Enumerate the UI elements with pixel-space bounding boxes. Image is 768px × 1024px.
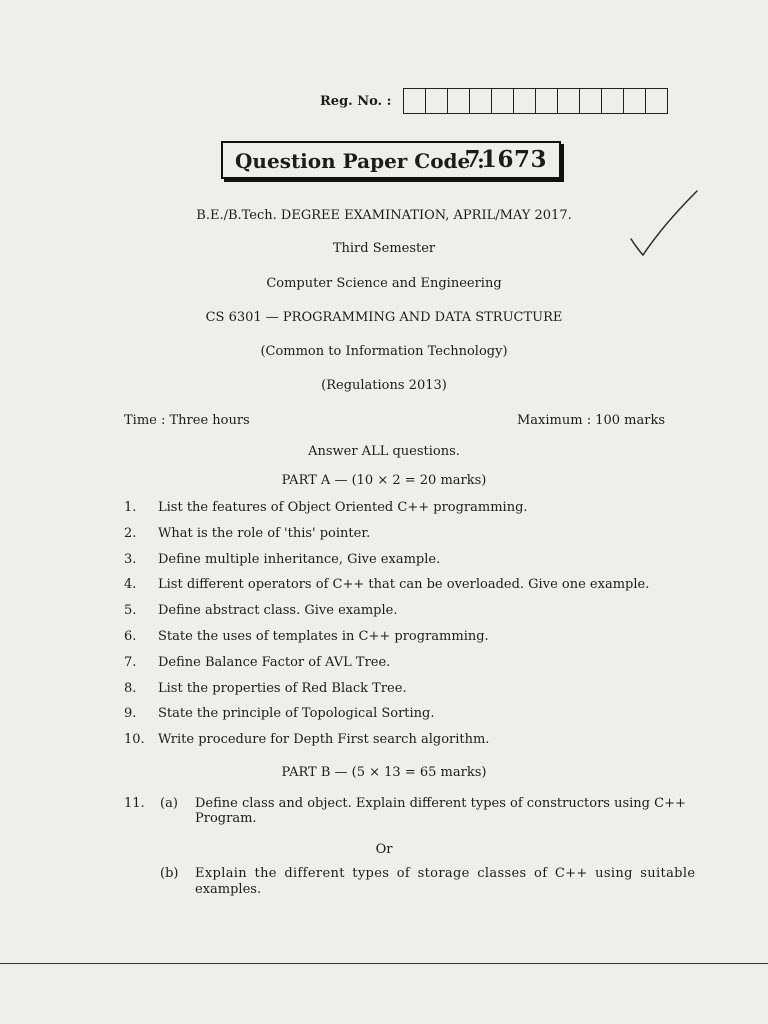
question-number: 3.: [124, 552, 137, 567]
reg-no-digit-box: [558, 89, 580, 113]
course-title: CS 6301 — PROGRAMMING AND DATA STRUCTURE: [205, 310, 563, 325]
question-text: List the features of Object Oriented C++ programming.: [158, 500, 528, 515]
question-number: 8.: [124, 681, 137, 696]
time-allowed: Time : Three hours: [124, 413, 250, 428]
question-text: Define multiple inheritance, Give example.: [158, 552, 441, 567]
reg-no-digit-box: [602, 89, 624, 113]
question-paper-code-box: [221, 141, 561, 179]
reg-no-boxes: [403, 88, 668, 114]
reg-no-digit-box: [470, 89, 492, 113]
reg-no-digit-box: [404, 89, 426, 113]
question-number: 2.: [124, 526, 137, 541]
question-11b-text-line1: Explain the different types of storage classes of C++ using suitable: [195, 866, 696, 881]
question-text: Define Balance Factor of AVL Tree.: [158, 655, 391, 670]
question-number: 1.: [124, 500, 137, 515]
reg-no-digit-box: [514, 89, 536, 113]
department: Computer Science and Engineering: [266, 276, 502, 291]
question-text: Define abstract class. Give example.: [158, 603, 398, 618]
question-number: 7.: [124, 655, 137, 670]
question-number: 11.: [124, 796, 145, 811]
page-divider: [0, 963, 768, 964]
or-separator: Or: [375, 842, 393, 857]
reg-no-digit-box: [448, 89, 470, 113]
question-11a-text-line2: Program.: [195, 811, 257, 826]
part-a-title: PART A — (10 × 2 = 20 marks): [281, 473, 487, 488]
part-b-title: PART B — (5 × 13 = 65 marks): [281, 765, 487, 780]
question-number: 9.: [124, 706, 137, 721]
reg-no-field: [320, 88, 668, 114]
question-11a-label: (a): [160, 796, 178, 811]
reg-no-digit-box: [426, 89, 448, 113]
maximum-marks: Maximum : 100 marks: [517, 413, 666, 428]
question-11a-text-line1: Define class and object. Explain different types of constructors using C++: [195, 796, 686, 811]
question-text: What is the role of 'this' pointer.: [158, 526, 371, 541]
question-text: List the properties of Red Black Tree.: [158, 681, 407, 696]
reg-no-label: Reg. No. :: [320, 93, 392, 109]
question-text: Write procedure for Depth First search algorithm.: [158, 732, 490, 747]
reg-no-digit-box: [624, 89, 646, 113]
regulations: (Regulations 2013): [321, 378, 447, 393]
question-number: 5.: [124, 603, 137, 618]
semester: Third Semester: [332, 241, 436, 256]
reg-no-digit-box: [536, 89, 558, 113]
question-paper-code-label: Question Paper Code :: [235, 149, 485, 173]
question-text: List different operators of C++ that can be overloaded. Give one example.: [158, 577, 650, 592]
question-number: 10.: [124, 732, 145, 747]
question-number: 4.: [124, 577, 137, 592]
question-11b-text-line2: examples.: [195, 882, 262, 897]
reg-no-digit-box: [646, 89, 667, 113]
question-11b-label: (b): [160, 866, 179, 881]
exam-title: B.E./B.Tech. DEGREE EXAMINATION, APRIL/MAY 2017.: [196, 208, 572, 223]
question-paper-code-value: 71673: [464, 146, 547, 173]
instruction: Answer ALL questions.: [308, 444, 460, 459]
question-text: State the uses of templates in C++ programming.: [158, 629, 489, 644]
common-to: (Common to Information Technology): [260, 344, 508, 359]
question-text: State the principle of Topological Sorting.: [158, 706, 435, 721]
reg-no-digit-box: [580, 89, 602, 113]
reg-no-digit-box: [492, 89, 514, 113]
question-number: 6.: [124, 629, 137, 644]
